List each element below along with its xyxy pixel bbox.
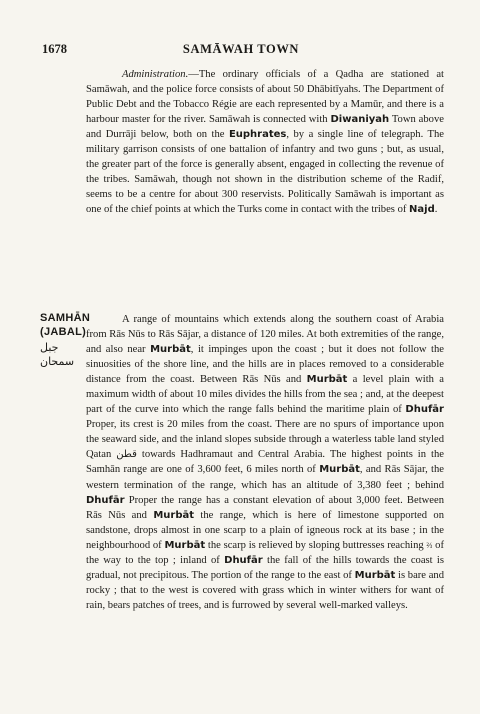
text-run: . [434,204,438,216]
text-run: the fall of the hills towards the coast is gradual, not precipitous. The portion of the range to the east of [86,554,444,581]
text-run: Proper, its crest is 20 miles from the coast. There are no spurs of importance upon the seaward side, and the inland slopes subside through a waterless table land styled Qatan [86,419,444,461]
text-run: of the way to the top ; inland of [86,539,444,566]
entry-heading [40,312,90,368]
text-run: A range of mountains which extends along the southern coast of Arabia from Rās Nūs to Rās Sājar, a distance of 120 miles. At both extremities of the range, and also near [86,314,444,356]
place-name: Murbāt [354,569,396,581]
text-run: , it impinges upon the coast ; but it does not follow the sinuosities of the shore line, and the hills are in places removed to a considerable distance from the coast. Between Rās Nūs and [86,344,444,386]
administration-text [86,67,444,217]
place-name: Murbāt [319,464,360,476]
fraction: ⅔ [426,540,433,550]
place-name: Murbāt [164,539,206,551]
administration-lead: Administration. [122,69,189,80]
page-header [42,42,440,58]
place-name: Dhufār [405,404,444,416]
text-run: Proper the range has a constant elevation of about 3,000 feet. Between Rās Nūs and [86,494,444,521]
place-name: Dhufār [224,554,263,566]
place-name: Murbāt [306,374,348,386]
text-run: are stationed at Samāwah, and the police force consists of about 50 Dhābitīyahs. The Department of Public Debt and the Tobacco Régie are each represented by a Mamūr, and there is a harbour master for the river. Samāwah is connected with [86,69,444,126]
text-run: towards Hadhramaut and Central Arabia. The highest points in the Samhān range are one of 3,600 feet, 6 miles north of [86,449,444,476]
text-run: is bare and rocky ; that to the west is covered with grass which in winter withers for want of rain, bears patches of trees, and is furrowed by several well-marked valleys. [86,569,444,611]
samhan-entry [86,312,444,613]
text-run: —The ordinary officials of a [188,69,336,80]
place-name: Murbāt [153,509,195,521]
text-run: the scarp is relieved by sloping buttresses reaching [205,539,427,551]
place-name: Euphrates [228,129,287,141]
running-title: SAMĀWAH TOWN [182,42,300,56]
arabic-word: قطن [116,449,137,461]
place-name: Najd [409,204,435,216]
entry-heading-qualifier: (JABAL) [40,325,87,338]
administration-paragraph [86,67,444,217]
text-run: , and Rās Sājar, the western termination of the range, which has an altitude of 3,380 feet ; behind [86,464,444,491]
page-number: 1678 [42,42,67,56]
text-run: Qadha [335,69,364,80]
text-run: , by a single line of telegraph. The military garrison consists of one battalion of infantry and two guns ; but, as usual, the greater part of the force is generally absent, engaged in collecting the revenue of the tribes. Samāwah, though not shown in the distribution scheme of the Radif, seems to be a centre for about 300 reservists. Politically Samāwah is important as one of the chief points at which the Turks come in contact with the tribes of [86,129,444,216]
place-name: Dhufār [86,494,125,506]
text-run: the range, which is here of limestone supported on sandstone, drops almost in one scarp to a plain of igneous rock at its base ; in the neighbourhood of [86,509,444,551]
place-name: Murbāt [150,344,191,356]
samhan-text [86,312,444,613]
entry-heading-arabic: جبل سمحان [40,341,75,368]
text-run: a level plain with a maximum width of about 10 miles divides the hills from the sea ; and, at the deepest part of the curve into which the range falls behind the maritime plain of [86,374,445,416]
text-run: Town above and Durrāji below, both on the [86,114,444,141]
place-name: Diwaniyah [330,114,390,126]
entry-heading-name: SAMHĀN [40,312,91,324]
